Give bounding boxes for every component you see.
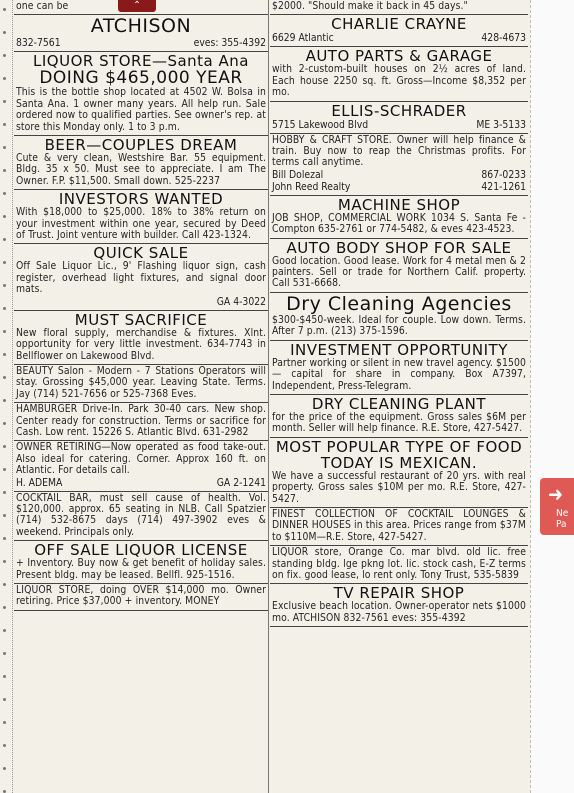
ad-contact-name: John Reed Realty <box>272 180 351 193</box>
ad-body: LIQUOR STORE, doing OVER $14,000 mo. Owner retiring. Price $37,000 + inventory. MONEY <box>16 584 266 608</box>
ad-signature: GA 4-3022 <box>216 295 266 308</box>
left-margin-strip <box>0 0 13 793</box>
classified-ad <box>270 438 528 508</box>
classified-ad <box>14 311 268 365</box>
ad-contact-phone: 867-0233 <box>481 168 526 181</box>
classified-ad <box>270 546 528 584</box>
ad-contact-line <box>16 37 266 49</box>
ad-contact-name: 6629 Atlantic <box>272 32 334 45</box>
classified-ad <box>14 365 268 403</box>
ad-headline: ELLIS-SCHRADER <box>331 101 467 120</box>
ad-headline: TV REPAIR SHOP <box>333 584 465 603</box>
ad-headline: Dry Cleaning Agencies <box>286 292 512 315</box>
ad-continued-text: $2000. "Should make it back in 45 days." <box>272 0 468 12</box>
ad-contact-name: H. ADEMA <box>16 476 63 489</box>
classified-ad <box>14 541 268 584</box>
ad-headline: MACHINE SHOP <box>337 195 461 214</box>
margin-dot <box>3 307 6 310</box>
ad-body: with 2-custom-built houses on 2½ acres of land. Each house 2250 sq. ft. Gross—Income $8,352 per mo. <box>272 63 526 99</box>
ad-contact-name: Bill Dolezal <box>272 168 324 181</box>
ad-headline: AUTO BODY SHOP FOR SALE <box>286 238 512 257</box>
scroll-up-button[interactable] <box>118 0 156 12</box>
ad-headline: MOST POPULAR TYPE OF FOOD TODAY IS MEXICAN. <box>275 437 523 472</box>
right-column <box>270 0 528 793</box>
classified-ad <box>14 492 268 542</box>
classified-ad <box>14 403 268 441</box>
ad-contact-line-2 <box>272 181 526 193</box>
classified-ad <box>14 15 268 52</box>
ad-body: $300-$450-week. Ideal for couple. Low down. Terms. After 7 p.m. (213) 375-1596. <box>272 313 526 338</box>
ad-contact-line <box>16 477 266 489</box>
classified-ad <box>14 584 268 611</box>
margin-dot <box>3 376 6 379</box>
ad-headline: MUST SACRIFICE <box>74 310 208 329</box>
ad-continued-text: one can be <box>16 0 69 12</box>
margin-dot <box>3 606 6 609</box>
ad-contact-phone: GA 2-1241 <box>216 476 266 489</box>
classified-ad <box>270 15 528 47</box>
arrow-right-icon: ➜ <box>548 482 564 506</box>
ad-contact-name: 5715 Lakewood Blvd <box>272 118 369 131</box>
margin-dot <box>3 744 6 747</box>
ad-headline: INVESTORS WANTED <box>58 190 224 209</box>
ad-headline: INVESTMENT OPPORTUNITY <box>290 340 508 359</box>
margin-dot <box>3 77 6 80</box>
classified-ad <box>270 293 528 341</box>
left-column <box>14 0 268 793</box>
ad-body: Off Sale Liquor Lic., 9' Flashing liquor sign, cash register, overhead light fixtures, and signal door mats. <box>16 260 266 296</box>
margin-dot <box>3 353 6 356</box>
classified-ad <box>14 244 268 310</box>
margin-dot <box>3 238 6 241</box>
margin-dot <box>3 721 6 724</box>
classified-ad <box>270 395 528 438</box>
margin-dot <box>3 284 6 287</box>
ad-body: JOB SHOP, COMMERCIAL WORK 1034 S. Santa Fe - Compton 635-2761 or 774-5482, & eves 423-4523. <box>272 211 526 236</box>
margin-dot <box>3 767 6 770</box>
classified-ad <box>14 136 268 190</box>
ad-headline: ATCHISON <box>90 15 192 38</box>
classified-ad <box>270 196 528 239</box>
ad-body: HOBBY & CRAFT STORE. Owner will help finance & train. Buy now to reap the Christmas profits. For terms call anytime. <box>272 133 526 169</box>
margin-dot <box>3 514 6 517</box>
margin-dot <box>3 54 6 57</box>
ad-body: New floral supply, merchandise & fixtures. Xlnt. opportunity for very little investment. 634-7743 in Bellflower on Lakewood Blvd. <box>16 326 266 362</box>
classified-ad <box>270 341 528 395</box>
classified-ad <box>14 190 268 244</box>
ad-contact-line <box>272 32 526 44</box>
ad-body: COCKTAIL BAR, must sell cause of health. Vol. $120,000. approx. 65 seating in NLB. Call Spatzier (714) 532-8675 days (714) 497-3902 eves & weekend. Principals only. <box>16 491 266 538</box>
chevron-up-icon: ⌃ <box>133 0 141 11</box>
next-page-button[interactable] <box>540 478 574 535</box>
ad-headline: BEER—COUPLES DREAM <box>44 136 238 155</box>
margin-dot <box>3 8 6 11</box>
margin-dot <box>3 31 6 34</box>
classified-ad <box>270 0 528 15</box>
next-page-label-1: Ne <box>556 508 569 519</box>
margin-dot <box>3 100 6 103</box>
margin-dot <box>3 123 6 126</box>
ad-headline: DRY CLEANING PLANT <box>311 394 487 413</box>
ad-body: HAMBURGER Drive-In. Park 30-40 cars. New shop. Center ready for construction. Terms or sacrifice for Cash. Low rent. 15226 S. Atlantic Blvd. 631-2982 <box>16 403 266 438</box>
ad-headline: QUICK SALE <box>93 244 189 263</box>
margin-dot <box>3 422 6 425</box>
margin-dot <box>3 698 6 701</box>
ad-contact-name: 832-7561 <box>16 37 61 50</box>
margin-dot <box>3 146 6 149</box>
classified-ad <box>270 134 528 196</box>
right-margin-strip <box>530 0 574 793</box>
ad-body: Good location. Good lease. Work for 4 metal men & 2 painters. Sell or trade for Northern Calif. property. Call 531-6668. <box>272 254 526 290</box>
margin-dot <box>3 261 6 264</box>
ad-contact-phone: ME 3-5133 <box>476 118 526 131</box>
margin-dot <box>3 652 6 655</box>
classified-ad <box>270 102 528 134</box>
classified-ad <box>270 239 528 293</box>
classified-ad <box>14 52 268 136</box>
ad-body: This is the bottle shop located at 4502 W. Bolsa in Santa Ana. 1 owner many years. All help run. Sale ordered now to qualified parties. See owner's rep. at store this Monday only. 1 to 3 p.m. <box>16 86 266 133</box>
ad-headline: CHARLIE CRAYNE <box>331 15 467 34</box>
margin-dot <box>3 215 6 218</box>
margin-dot <box>3 537 6 540</box>
column-divider <box>268 0 269 793</box>
ad-contact-phone: 421-1261 <box>481 180 526 193</box>
ad-body: OWNER RETIRING—Now operated as food take-out. Also ideal for catering. Corner. Approx 160 ft. on Atlantic. For details call. <box>16 441 266 477</box>
ad-body: We have a successful restaurant of 20 yrs. with real property. Gross sales $10M per mo. R.E. Store, 427-5427. <box>272 469 526 505</box>
ad-body: Partner working or silent in new travel agency. $1500 — capital for share in company. Box A7397, Independent, Press-Telegram. <box>272 356 526 392</box>
ad-contact-line <box>272 169 526 181</box>
next-page-label-2: Pa <box>556 519 567 530</box>
ad-contact-phone: eves: 355-4392 <box>193 37 266 50</box>
ad-body: BEAUTY Salon - Modern - 7 Stations Operators will stay. Grossing $45,000 year. Leaving State. Terms. Jay (714) 521-7656 or 525-7368 Eves. <box>16 364 266 400</box>
classified-ad <box>270 508 528 546</box>
ad-headline-2: DOING $465,000 YEAR <box>39 68 243 89</box>
margin-dot <box>3 675 6 678</box>
margin-dot <box>3 169 6 172</box>
margin-dot <box>3 445 6 448</box>
margin-dot <box>3 560 6 563</box>
ad-body: LIQUOR store, Orange Co. mar blvd. old lic. free standing bldg. lge pkng lot. lic. stock cash, E-Z terms on fix. good lease, lo rent only. Tony Trust, 535-5839 <box>272 546 526 581</box>
margin-dot <box>3 399 6 402</box>
classified-ad <box>270 47 528 101</box>
classified-ad <box>14 441 268 491</box>
ad-body: Cute & very clean, Westshire Bar. 55 equipment. Bldg. 35 x 50. Must see to appreciate. I am The Owner. F.P. $11,500. Small down. 525-2237 <box>16 152 266 187</box>
ad-body: + Inventory. Buy now & get benefit of holiday sales. Present bldg. may be leased. Bellfl. 925-1516. <box>16 557 266 581</box>
margin-dot <box>3 192 6 195</box>
margin-dot <box>3 468 6 471</box>
margin-dot <box>3 491 6 494</box>
ad-contact-phone: 428-4673 <box>481 32 526 45</box>
ad-headline: OFF SALE LIQUOR LICENSE <box>34 541 248 560</box>
ad-headline: AUTO PARTS & GARAGE <box>305 47 493 66</box>
ad-body: FINEST COLLECTION OF COCKTAIL LOUNGES & DINNER HOUSES in this area. Prices range from $37M to $110M—R.E. Store, 427-5427. <box>272 507 526 543</box>
ad-headline: LIQUOR STORE—Santa Ana <box>33 52 249 71</box>
margin-dot <box>3 330 6 333</box>
ad-body: With $18,000 to $25,000. 18% to 38% return on your investment within one year, secured by Deed of Trust. Joint venture with builder. Call 423-1324. <box>16 206 266 242</box>
margin-dot <box>3 629 6 632</box>
ad-body: Exclusive beach location. Owner-operator nets $1000 mo. ATCHISON 832-7561 eves: 355-4392 <box>272 600 526 624</box>
ad-contact-line <box>272 119 526 131</box>
classified-ad <box>270 584 528 627</box>
margin-dot <box>3 583 6 586</box>
ad-body: for the price of the equipment. Gross sales $6M per month. Seller will help finance. R.E. Store, 427-5427. <box>272 410 526 435</box>
